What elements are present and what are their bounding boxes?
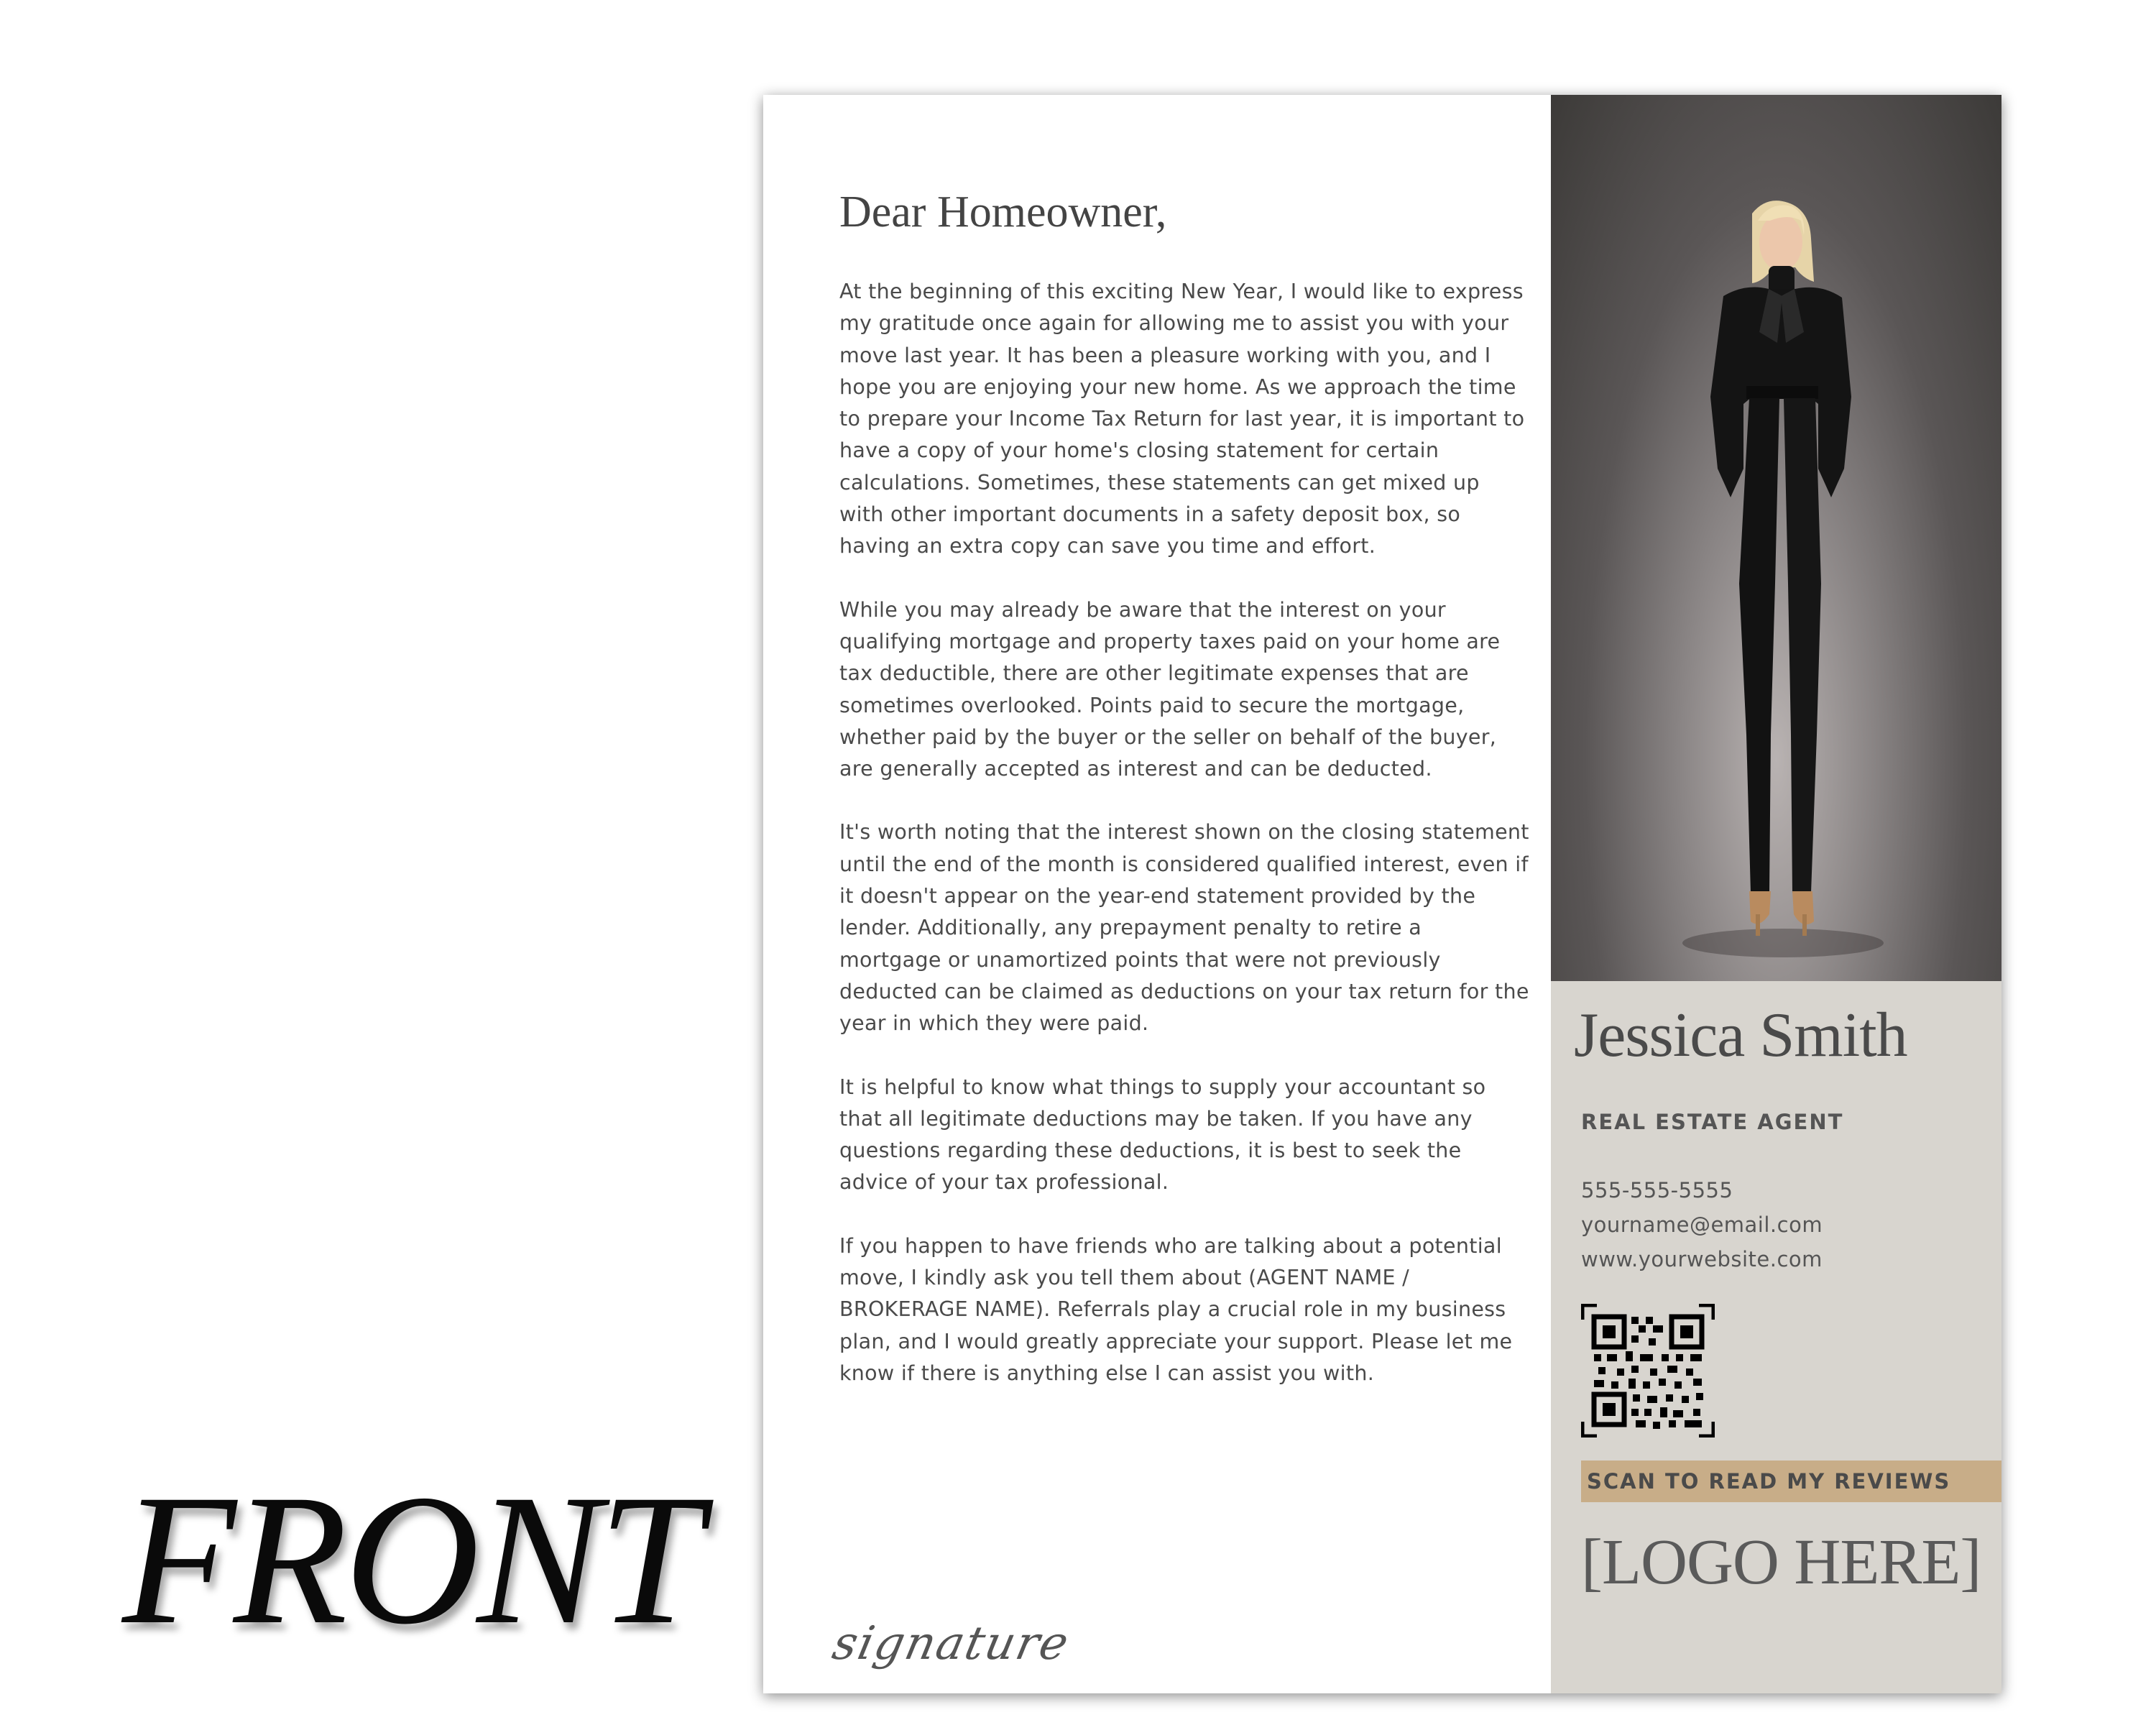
agent-phone[interactable]: 555-555-5555	[1581, 1178, 1733, 1202]
logo-placeholder: [LOGO HERE]	[1581, 1527, 1981, 1598]
letter-paragraph-4: It is helpful to know what things to supply your accountant so that all legitimate deductions may be taken. If you have any questions regarding these deductions, it is best to seek the advice of your tax professional.	[839, 1075, 1486, 1195]
agent-photo	[1551, 95, 2001, 981]
scan-reviews-label: SCAN TO READ MY REVIEWS	[1587, 1469, 1951, 1494]
contact-info	[1581, 1173, 1823, 1276]
agent-name: Jessica Smith	[1574, 1000, 1907, 1070]
letter-paragraph-2: While you may already be aware that the interest on your qualifying mortgage and property taxes paid on your home are tax deductible, there are other legitimate expenses that are sometimes overlooked. Points paid to secure the mortgage, whether paid by the buyer or the seller on behalf of the buyer, are generally accepted as interest and can be deducted.	[839, 597, 1501, 781]
letter-paragraph-1: At the beginning of this exciting New Year, I would like to express my gratitude once again for allowing me to assist you with your move last year. It has been a pleasure working with you, and I hope you are enjoying your new home. As we approach the time to prepare your Income Tax Return for last year, it is important to have a copy of your home's closing statement for certain calculations. Sometimes, these statements can get mixed up with other important documents in a safety deposit box, so having an extra copy can save you time and effort.	[839, 280, 1525, 558]
agent-website[interactable]: www.yourwebsite.com	[1581, 1247, 1823, 1271]
agent-photo-figure	[1551, 95, 2001, 981]
front-label: FRONT	[122, 1456, 700, 1663]
letter-paragraph-5: If you happen to have friends who are talking about a potential move, I kindly ask you tell them about (AGENT NAME / BROKERAGE NAME). Referrals play a crucial role in my business plan, and I would greatly appreciate your support. Please let me know if there is anything else I can assist you with.	[839, 1233, 1513, 1385]
letter-greeting: Dear Homeowner,	[839, 188, 1167, 236]
signature: signature	[828, 1617, 1074, 1670]
letter-column	[763, 95, 1551, 1693]
letter-body	[839, 276, 1529, 1421]
letter-paragraph-3: It's worth noting that the interest shown on the closing statement until the end of the month is considered qualified interest, even if it doesn't appear on the year-end statement provided by the lender. Additionally, any prepayment penalty to retire a mortgage or unamortized points that were not previously deducted can be claimed as deductions on your tax return for the year in which they were paid.	[839, 820, 1529, 1036]
agent-panel	[1551, 95, 2001, 1693]
scan-reviews-banner	[1581, 1460, 2001, 1502]
letter-sheet	[763, 95, 2001, 1693]
agent-email[interactable]: yourname@email.com	[1581, 1213, 1823, 1237]
agent-title: REAL ESTATE AGENT	[1581, 1110, 1844, 1134]
qr-code-icon[interactable]	[1581, 1304, 1715, 1438]
